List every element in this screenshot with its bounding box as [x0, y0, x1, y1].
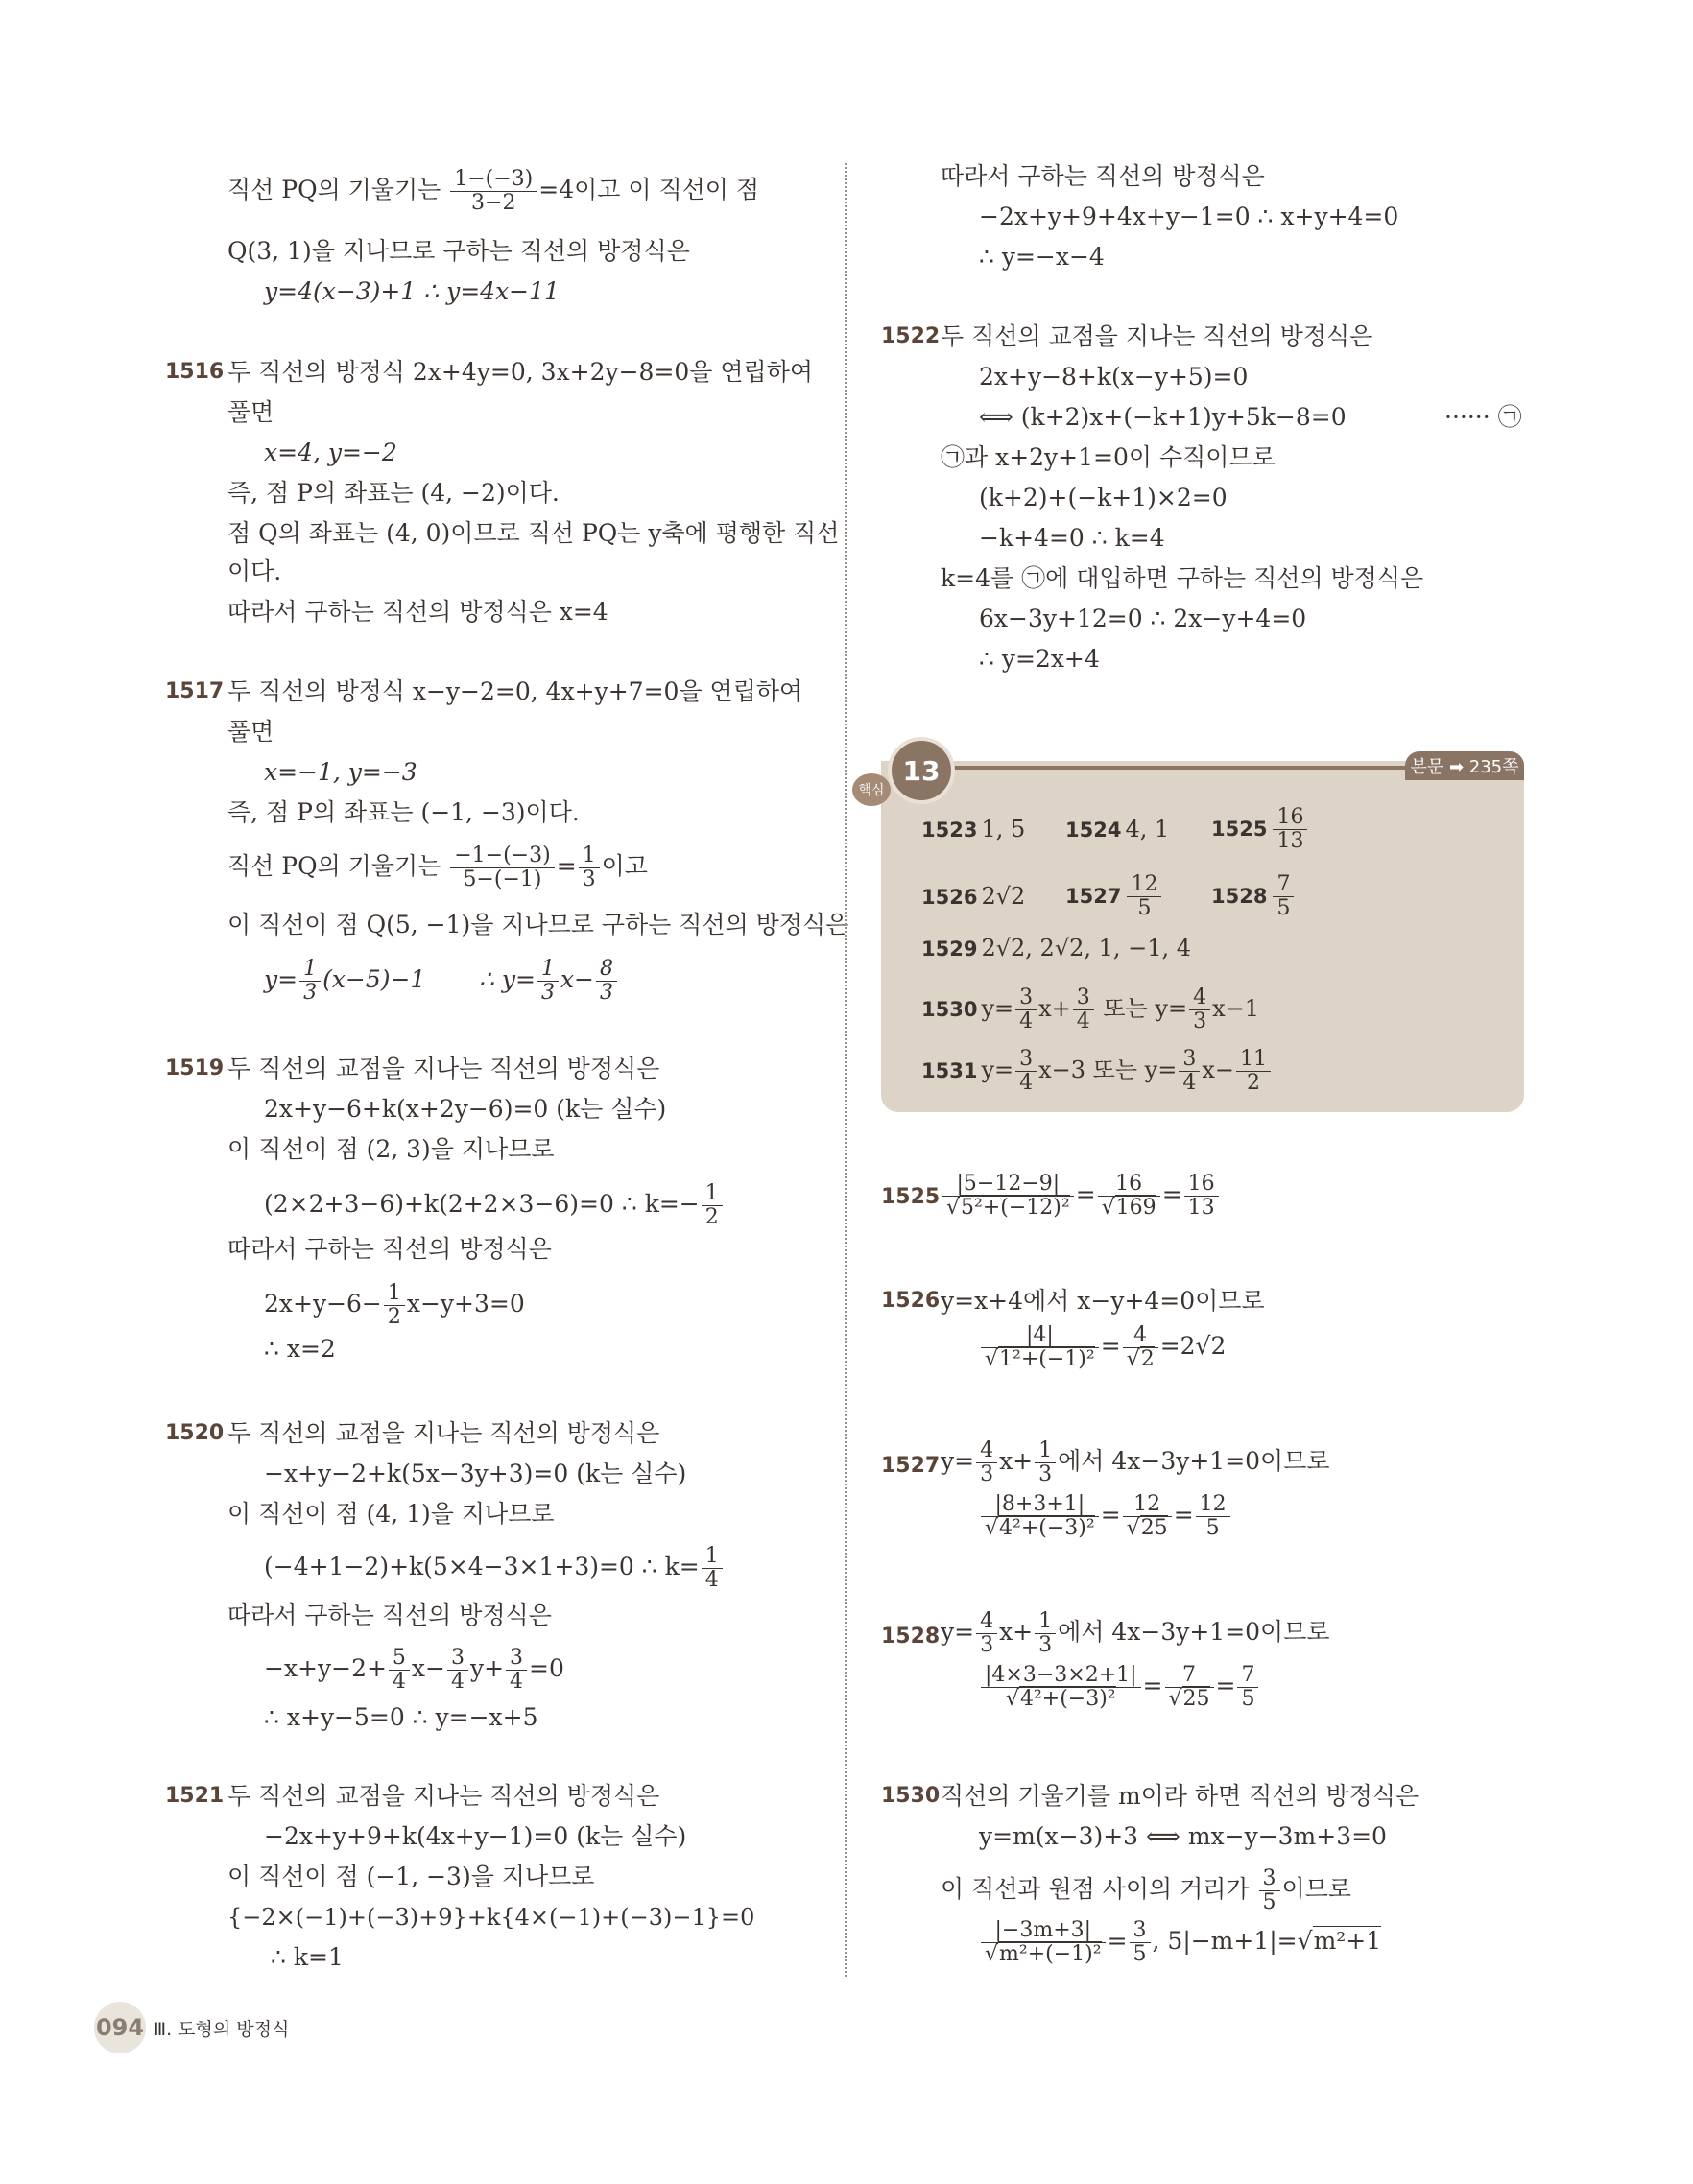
fraction: $\frac{4}{3}$: [976, 1610, 997, 1657]
text-line: 이 직선이 점 (4, 1)을 지나므로: [227, 1500, 555, 1528]
fraction: $\frac{5}{4}$: [389, 1647, 410, 1694]
fraction: $\frac{1}{3}$: [1035, 1610, 1056, 1657]
text-line: 따라서 구하는 직선의 방정식은: [227, 1602, 552, 1629]
fraction: $\frac{16}{13}$: [1184, 1173, 1219, 1220]
fraction: $\frac{16}{√169}$: [1098, 1173, 1160, 1220]
equation: {−2×(−1)+(−3)+9}+k{4×(−1)+(−3)−1}=0: [227, 1904, 755, 1931]
text-line: 직선 PQ의 기울기는 $\frac{-1-(-3)}{5-(-1)}$ = $\frac{1}{3}$ 이고: [227, 843, 648, 891]
text-line: 즉, 점 P의 좌표는 (−1, −3)이다.: [227, 798, 580, 826]
text-line: 두 직선의 교점을 지나는 직선의 방정식은: [227, 1419, 660, 1447]
equation: (k+2)+(−k+1)×2=0: [979, 484, 1228, 511]
equation: −x+y−2+k(5x−3y+3)=0 (k는 실수): [264, 1460, 687, 1487]
fraction: $\frac{7}{5}$: [1273, 873, 1294, 920]
section-tag: 핵심: [852, 773, 891, 806]
text-line: 풀면: [227, 398, 274, 426]
fraction: $\frac{12}{5}$: [1127, 873, 1161, 920]
text-line: y= $\frac{4}{3}$ x+ $\frac{1}{3}$ 에서 4x−3y+1=0이므로: [941, 1438, 1330, 1486]
text-line: Q(3, 1)을 지나므로 구하는 직선의 방정식은: [227, 237, 690, 265]
equation: $\frac{|4\times 3-3\times 2+1|}{\text{√4²+(−3)²}}$ = $\frac{7}{√25}$ = $\frac{7}{5}$: [979, 1664, 1260, 1711]
text-line: 직선의 기울기를 m이라 하면 직선의 방정식은: [941, 1782, 1419, 1810]
text-line: 이 직선이 점 (2, 3)을 지나므로: [227, 1135, 555, 1163]
answer-item: 1527 $\frac{12}{5}$: [1065, 873, 1163, 920]
problem-number: 1528: [881, 1625, 941, 1649]
fraction: $\frac{8}{3}$: [596, 958, 617, 1005]
text-line: 두 직선의 방정식 x−y−2=0, 4x+y+7=0을 연립하여: [227, 677, 803, 705]
problem-number: 1520: [165, 1421, 225, 1445]
fraction: $\frac{|5-12-9|}{\text{√5²+(−12)²}}$: [942, 1173, 1074, 1220]
equation: $\frac{|4|}{\text{√1²+(−1)²}}$ = $\frac{4}{√2}$ =2√2: [979, 1324, 1226, 1371]
fraction: $\frac{|8+3+1|}{\text{√4²+(−3)²}}$: [981, 1493, 1099, 1540]
fraction: $\frac{3}{4}$: [1015, 986, 1037, 1033]
equation: ⟺ (k+2)x+(−k+1)y+5k−8=0: [979, 403, 1347, 431]
equation: −k+4=0 ∴ k=4: [979, 524, 1165, 552]
fraction: $\frac{3}{4}$: [447, 1647, 468, 1694]
text-line: ㉠과 x+2y+1=0이 수직이므로: [941, 443, 1276, 471]
equation: (−4+1−2)+k(5×4−3×1+3)=0 ∴ k= $\frac{1}{4}$: [264, 1545, 725, 1592]
fraction: $\frac{4}{√2}$: [1123, 1324, 1158, 1371]
text-line: 따라서 구하는 직선의 방정식은: [227, 1235, 552, 1263]
text-line: 풀면: [227, 718, 274, 746]
problem-number: 1525: [881, 1185, 941, 1209]
page-reference: 본문 ➡ 235쪽: [1405, 751, 1524, 780]
fraction: $\frac{1}{3}$: [299, 958, 321, 1005]
equation: y= $\frac{1}{3}$ (x−5)−1 ∴ y= $\frac{1}{3}$ x− $\frac{8}{3}$: [264, 958, 619, 1005]
equation: 2x+y−6+k(x+2y−6)=0 (k는 실수): [264, 1095, 667, 1123]
answer-item: 1531 y= $\frac{3}{4}$ x−3 또는 y= $\frac{3}{4}$ x− $\frac{11}{2}$: [921, 1048, 1273, 1095]
text-line: 직선 PQ의 기울기는 $\frac{1-(-3)}{3-2}$ =4이고 이 직선이 점: [227, 167, 759, 215]
text-line: y=x+4에서 x−y+4=0이므로: [941, 1287, 1265, 1315]
fraction: $\frac{3}{4}$: [1073, 986, 1094, 1033]
fraction: $\frac{|4|}{\text{√1²+(−1)²}}$: [981, 1324, 1099, 1371]
equation: $\frac{|-3m+3|}{\text{√m²+(−1)²}}$ = $\frac{3}{5}$ , 5|−m+1|=√m²+1: [979, 1919, 1381, 1966]
fraction: $\frac{7}{√25}$: [1165, 1664, 1214, 1711]
fraction: $\frac{3}{4}$: [506, 1647, 527, 1694]
equation: −x+y−2+ $\frac{5}{4}$ x− $\frac{3}{4}$ y+ $\frac{3}{4}$ =0: [264, 1646, 564, 1694]
answer-item: 1524 4, 1: [1065, 816, 1170, 843]
text-line: y= $\frac{4}{3}$ x+ $\frac{1}{3}$ 에서 4x−3y+1=0이므로: [941, 1609, 1330, 1657]
answer-item: 1525 $\frac{16}{13}$: [1211, 806, 1309, 853]
equation: (2×2+3−6)+k(2+2×3−6)=0 ∴ k=− $\frac{1}{2}$: [264, 1182, 725, 1229]
fraction: $\frac{3}{4}$: [1179, 1048, 1200, 1095]
answer-item: 1529 2√2, 2√2, 1, −1, 4: [921, 935, 1192, 961]
fraction: $\frac{4}{3}$: [1189, 986, 1210, 1033]
equation: ∴ x+y−5=0 ∴ y=−x+5: [264, 1703, 538, 1731]
text-line: 따라서 구하는 직선의 방정식은 x=4: [227, 598, 608, 626]
equation: 6x−3y+12=0 ∴ 2x−y+4=0: [979, 605, 1307, 632]
equation: −2x+y+9+k(4x+y−1)=0 (k는 실수): [264, 1822, 687, 1850]
fraction: $\frac{1-(-3)}{3-2}$: [450, 168, 537, 215]
text-line: 이 직선이 점 (−1, −3)을 지나므로: [227, 1863, 595, 1890]
text-line: 이다.: [227, 558, 282, 585]
text-line: 두 직선의 방정식 2x+4y=0, 3x+2y−8=0을 연립하여: [227, 358, 814, 386]
text-line: 점 Q의 좌표는 (4, 0)이므로 직선 PQ는 y축에 평행한 직선: [227, 519, 840, 547]
fraction: $\frac{3}{5}$: [1259, 1867, 1280, 1914]
fraction: $\frac{1}{4}$: [702, 1545, 723, 1592]
text-line: 두 직선의 교점을 지나는 직선의 방정식은: [941, 322, 1373, 350]
section-badge: 13: [888, 737, 955, 804]
answer-item: 1523 1, 5: [921, 816, 1026, 843]
fraction: $\frac{3}{4}$: [1015, 1048, 1037, 1095]
fraction: $\frac{1}{3}$: [1035, 1439, 1056, 1486]
equation: $\frac{|8+3+1|}{\text{√4²+(−3)²}}$ = $\frac{12}{√25}$ = $\frac{12}{5}$: [979, 1493, 1232, 1540]
text-line: k=4를 ㉠에 대입하면 구하는 직선의 방정식은: [941, 564, 1424, 592]
equation: $\frac{|5-12-9|}{\text{√5²+(−12)²}}$ = $\frac{16}{√169}$ = $\frac{16}{13}$: [941, 1173, 1221, 1220]
equation-marker: ······ ㉠: [1444, 403, 1522, 431]
equation: ∴ y=2x+4: [979, 645, 1100, 673]
equation: x=−1, y=−3: [264, 758, 417, 786]
fraction: $\frac{1}{2}$: [702, 1182, 723, 1229]
fraction: $\frac{4}{3}$: [976, 1439, 997, 1486]
fraction: $\frac{1}{3}$: [537, 958, 559, 1005]
fraction: $\frac{3}{5}$: [1130, 1919, 1151, 1966]
fraction: $\frac{16}{13}$: [1273, 806, 1307, 853]
problem-number: 1522: [881, 324, 941, 348]
problem-number: 1530: [881, 1784, 941, 1808]
equation: ∴ k=1: [271, 1943, 344, 1971]
equation: 2x+y−8+k(x−y+5)=0: [979, 363, 1249, 391]
fraction: $\frac{11}{2}$: [1236, 1048, 1271, 1095]
equation: y=m(x−3)+3 ⟺ mx−y−3m+3=0: [979, 1822, 1387, 1850]
problem-number: 1527: [881, 1454, 941, 1478]
fraction: $\frac{1}{3}$: [579, 844, 600, 891]
fraction: $\frac{1}{2}$: [384, 1282, 405, 1329]
page-number: 094: [94, 2002, 146, 2053]
column-divider: [845, 163, 846, 1977]
text-line: 이 직선과 원점 사이의 거리가 $\frac{3}{5}$ 이므로: [941, 1866, 1351, 1914]
fraction: $\frac{|4\times 3-3\times 2+1|}{\text{√4²+(−3)²}}$: [981, 1664, 1141, 1711]
text-line: 즉, 점 P의 좌표는 (4, −2)이다.: [227, 479, 560, 507]
text-line: 따라서 구하는 직선의 방정식은: [941, 162, 1265, 190]
answer-item: 1530 y= $\frac{3}{4}$ x+ $\frac{3}{4}$ 또는 y= $\frac{4}{3}$ x−1: [921, 985, 1260, 1033]
fraction: $\frac{|-3m+3|}{\text{√m²+(−1)²}}$: [981, 1919, 1106, 1966]
equation: 2x+y−6− $\frac{1}{2}$ x−y+3=0: [264, 1281, 525, 1329]
equation: ∴ y=−x−4: [979, 243, 1105, 271]
text-line: 이 직선이 점 Q(5, −1)을 지나므로 구하는 직선의 방정식은: [227, 911, 849, 938]
answer-item: 1528 $\frac{7}{5}$: [1211, 873, 1296, 920]
text-line: 두 직선의 교점을 지나는 직선의 방정식은: [227, 1055, 660, 1082]
chapter-title: Ⅲ. 도형의 방정식: [154, 2019, 290, 2040]
equation: x=4, y=−2: [264, 439, 397, 466]
problem-number: 1517: [165, 679, 225, 703]
equation: −2x+y+9+4x+y−1=0 ∴ x+y+4=0: [979, 202, 1399, 230]
fraction: $\frac{7}{5}$: [1237, 1664, 1258, 1711]
problem-number: 1519: [165, 1056, 225, 1080]
fraction: $\frac{12}{√25}$: [1123, 1493, 1172, 1540]
answer-item: 1526 2√2: [921, 883, 1026, 910]
equation: y=4(x−3)+1 ∴ y=4x−11: [264, 277, 560, 305]
problem-number: 1521: [165, 1784, 225, 1808]
fraction: $\frac{-1-(-3)}{5-(-1)}$: [450, 844, 554, 891]
text-line: 두 직선의 교점을 지나는 직선의 방정식은: [227, 1782, 660, 1810]
problem-number: 1526: [881, 1289, 941, 1313]
equation: ∴ x=2: [264, 1335, 336, 1363]
problem-number: 1516: [165, 360, 225, 384]
fraction: $\frac{12}{5}$: [1196, 1493, 1230, 1540]
